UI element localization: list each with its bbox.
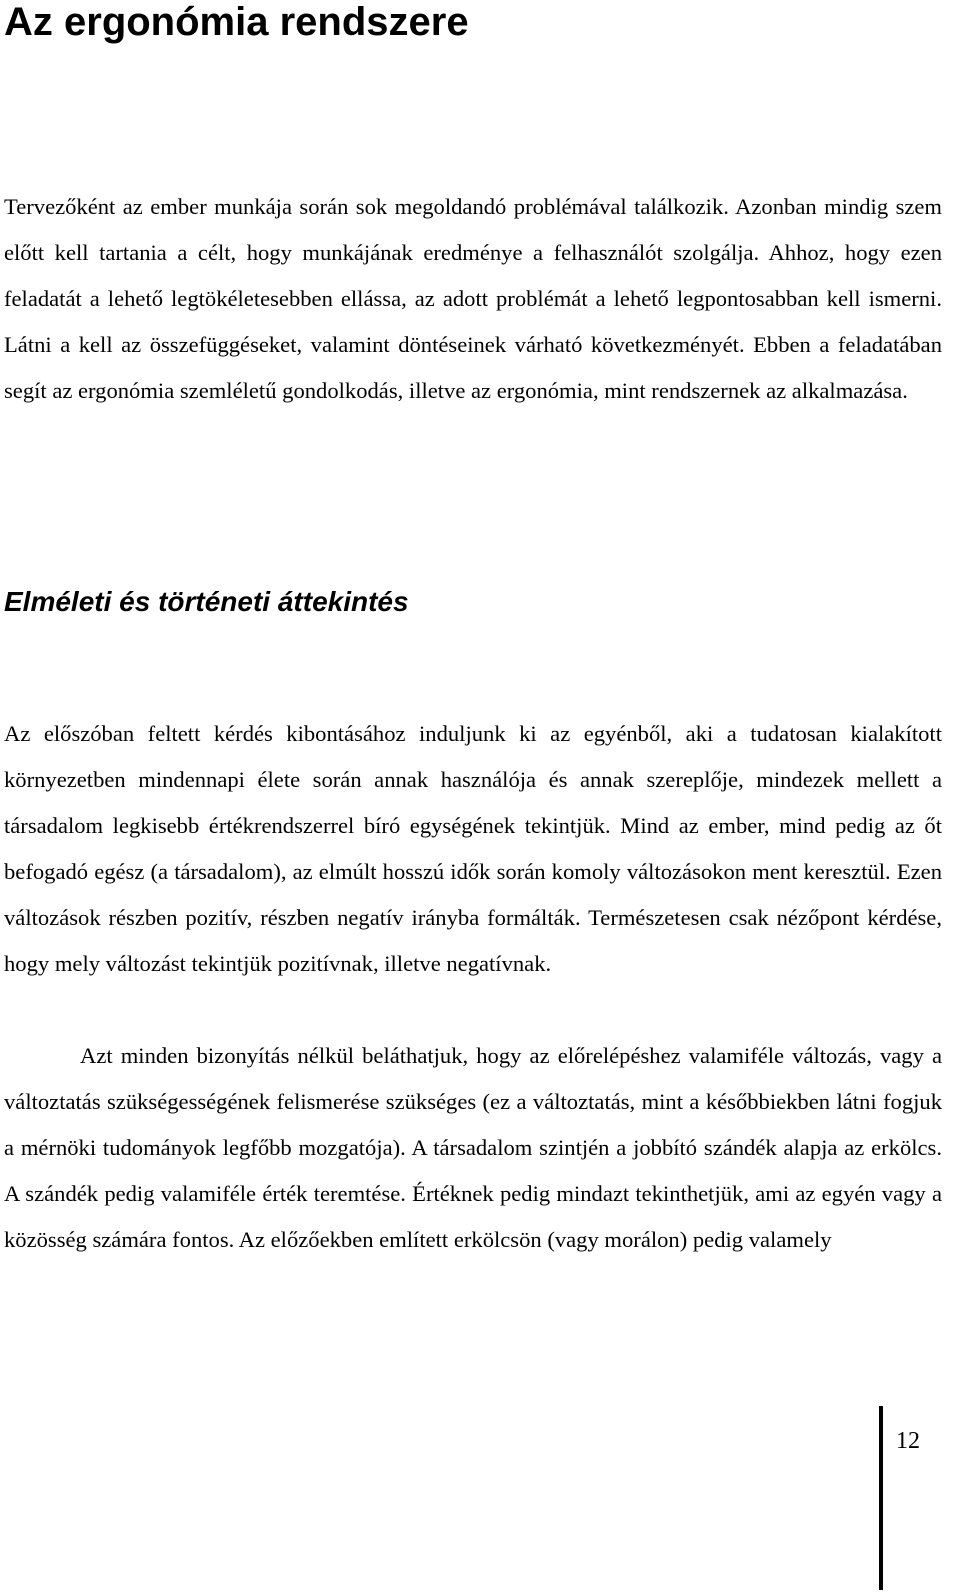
section-heading: Elméleti és történeti áttekintés <box>4 586 409 617</box>
intro-paragraph: Tervezőként az ember munkája során sok megoldandó problémával találkozik. Azonban mindig szem előtt kell tartania a célt, hogy munkájának eredménye a felhasználót szolgálja. Ahhoz, hogy ezen feladatát a lehető legtökéletesebben ellássa, az adott problémát a lehető legpontosabban kell ismerni. Látni a kell az összefüggéseket, valamint döntéseinek várható következményét. Ebben a feladatában segít az ergonómia szemléletű gondolkodás, illetve az ergonómia, mint rendszernek az alkalmazása. <box>4 194 942 403</box>
body-paragraph-2: Azt minden bizonyítás nélkül beláthatjuk, hogy az előrelépéshez valamiféle változás, vagy a változtatás szükségességének felismerése szükséges (ez a változtatás, mint a későbbiekben látni fogjuk a mérnöki tudományok legfőbb mozgatója). A társadalom szintjén a jobbító szándék alapja az erkölcs. A szándék pedig valamiféle érték teremtése. Értéknek pedig mindazt tekinthetjük, ami az egyén vagy a közösség számára fontos. Az előzőekben említett erkölcsön (vagy morálon) pedig valamely <box>4 1043 942 1252</box>
footer-vertical-rule <box>879 1406 883 1590</box>
page-title: Az ergonómia rendszere <box>4 0 469 44</box>
body-paragraph-1: Az előszóban feltett kérdés kibontásához induljunk ki az egyénből, aki a tudatosan kialakított környezetben mindennapi élete során annak használója és annak szereplője, mindezek mellett a társadalom legkisebb értékrendszerrel bíró egységének tekintjük. Mind az ember, mind pedig az őt befogadó egész (a társadalom), az elmúlt hosszú idők során komoly változásokon ment keresztül. Ezen változások részben pozitív, részben negatív irányba formálták. Természetesen csak nézőpont kérdése, hogy mely változást tekintjük pozitívnak, illetve negatívnak. <box>4 721 942 976</box>
page-number: 12 <box>896 1428 920 1454</box>
